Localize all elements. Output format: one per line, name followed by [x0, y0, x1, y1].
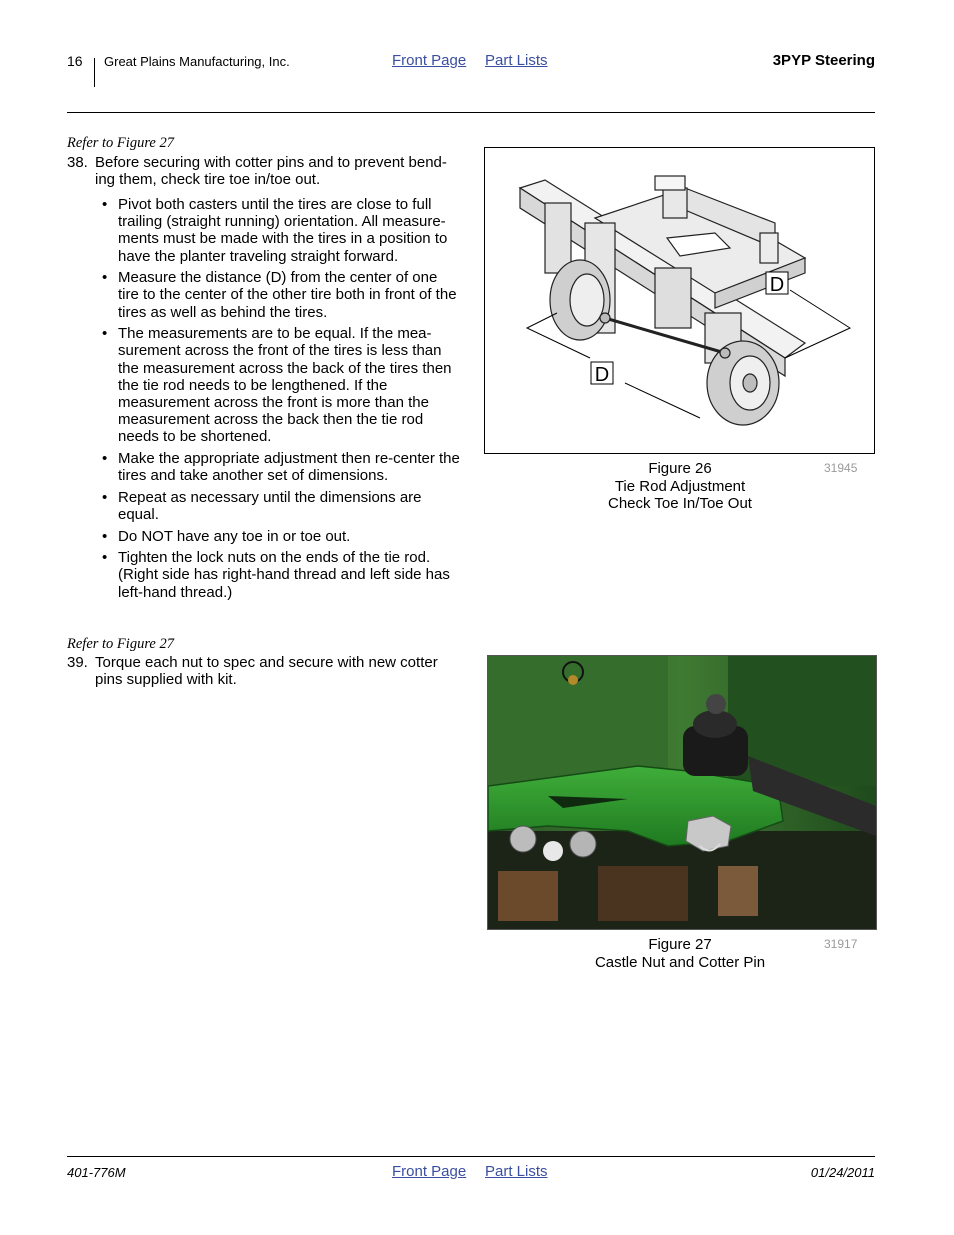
caption-line: Castle Nut and Cotter Pin: [594, 953, 766, 971]
step-number: 38.: [67, 154, 88, 171]
header-front-page-link[interactable]: Front Page: [392, 52, 467, 69]
caption-line: Figure 26: [648, 460, 712, 477]
list-item: • Make the appropriate adjustment then re-center the tires and take another set of dimensions.: [100, 450, 462, 484]
section-title: 3PYP Steering: [772, 52, 875, 69]
step-text: Torque each nut to spec and secure with new cotter pins supplied with kit.: [95, 654, 438, 689]
caption-line: Tie Rod Adjustment: [614, 477, 746, 495]
footer-part-lists-link[interactable]: Part Lists: [485, 1163, 548, 1180]
list-item: • Pivot both casters until the tires are close to full trailing (straight running) orientation. All measure-ments must be made with the tires in a position to have the planter traveling straight forward.: [100, 196, 462, 265]
callout-d-bottom: D: [594, 364, 610, 386]
figure-27-caption: [560, 936, 800, 971]
tie-rod-diagram: [485, 148, 874, 453]
document-date: 01/24/2011: [810, 1165, 875, 1180]
list-item: • Do NOT have any toe in or toe out.: [100, 528, 462, 545]
figure-26-illustration: [484, 147, 875, 454]
refer-figure-label: Refer to Figure 27: [67, 636, 174, 652]
list-item: • The measurements are to be equal. If the mea-surement across the front of the tires is less than the measurement across the back of the tires then the tie rod needs to be lengthened. If the measurement across the front is more than the measurement across the back then the tie rod needs to be shortened.: [100, 325, 462, 445]
footer-rule: [67, 1156, 875, 1157]
figure-27-id: 31917: [824, 937, 858, 951]
toe-check-bullets: [100, 196, 462, 605]
callout-d-top: D: [769, 274, 785, 296]
step-text: Before securing with cotter pins and to prevent bend-ing them, check tire toe in/toe out.: [95, 154, 447, 189]
figure-26-caption: [560, 460, 800, 513]
castle-nut-photo: [488, 656, 876, 929]
refer-figure-label: Refer to Figure 27: [67, 135, 174, 151]
header-rule: [67, 112, 875, 113]
step-38: [67, 154, 462, 188]
figure-26-id: 31945: [824, 461, 858, 475]
list-item: • Repeat as necessary until the dimensions are equal.: [100, 489, 462, 523]
list-item: • Tighten the lock nuts on the ends of the tie rod. (Right side has right-hand thread and left side has left-hand thread.): [100, 549, 462, 601]
header-part-lists-link[interactable]: Part Lists: [485, 52, 548, 69]
list-item: • Measure the distance (D) from the center of one tire to the center of the other tire both in front of the tires as well as behind the tires.: [100, 269, 462, 321]
page-number: 16: [67, 53, 83, 69]
company-name: Great Plains Manufacturing, Inc.: [104, 54, 290, 69]
figure-27-photo: [487, 655, 877, 930]
caption-line: Figure 27: [648, 936, 712, 953]
step-39: [67, 654, 462, 688]
header-divider: [94, 58, 95, 87]
caption-line: Check Toe In/Toe Out: [608, 495, 752, 512]
document-number: 401-776M: [67, 1165, 126, 1180]
step-number: 39.: [67, 654, 88, 671]
footer-front-page-link[interactable]: Front Page: [392, 1163, 467, 1180]
